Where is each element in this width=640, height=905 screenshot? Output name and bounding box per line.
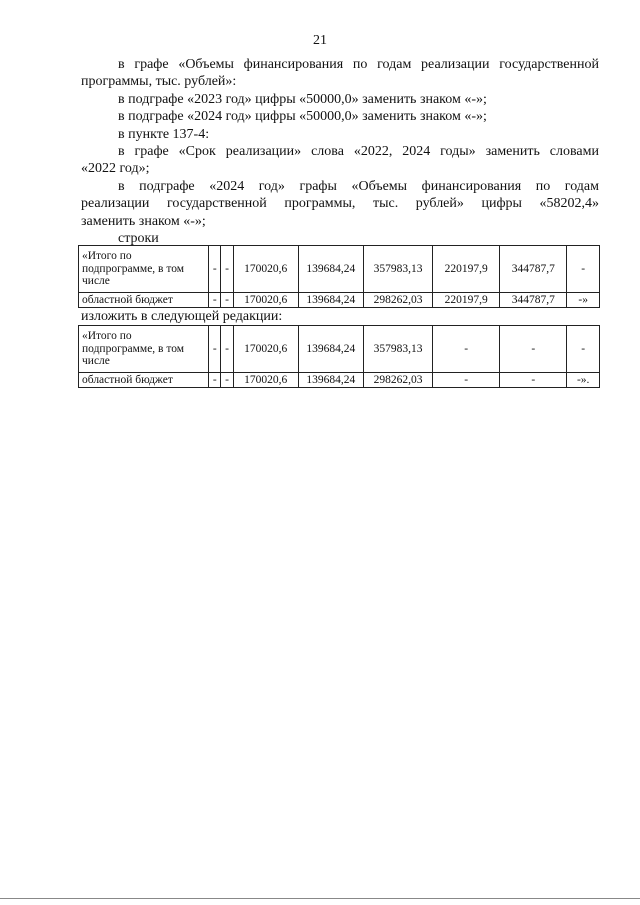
table-row	[79, 373, 600, 388]
cell: 298262,03	[363, 373, 432, 388]
cell: 170020,6	[233, 373, 298, 388]
cell: 170020,6	[233, 293, 298, 308]
cell: 220197,9	[433, 293, 500, 308]
row-name: областной бюджет	[79, 293, 209, 308]
cell: 220197,9	[433, 246, 500, 293]
cell: -	[567, 326, 600, 373]
table-row	[79, 246, 600, 293]
cell: -	[500, 326, 567, 373]
cell: -»	[567, 293, 600, 308]
paragraph: программы, тыс. рублей»:	[81, 74, 237, 90]
paragraph: в подграфе «2024 год» цифры «50000,0» заменить знаком «-»;	[118, 109, 487, 125]
cell: -	[209, 373, 221, 388]
row-name: «Итого по подпрограмме, в том числе	[79, 246, 209, 293]
cell: -	[209, 246, 221, 293]
row-name: областной бюджет	[79, 373, 209, 388]
cell: -	[433, 373, 500, 388]
paragraph: в подграфе «2024 год» графы «Объемы финансирования по годам	[118, 178, 599, 194]
paragraph: в подграфе «2023 год» цифры «50000,0» заменить знаком «-»;	[118, 91, 487, 107]
paragraph: реализации государственной программы, тыс. рублей» цифры «58202,4»	[81, 196, 599, 212]
cell: -	[221, 373, 233, 388]
paragraph: «2022 год»;	[81, 161, 150, 177]
replace-label: изложить в следующей редакции:	[81, 309, 283, 324]
cell: -	[221, 246, 233, 293]
old-rows-table	[78, 245, 600, 308]
page-number: 21	[313, 33, 327, 48]
cell: -	[209, 293, 221, 308]
scan-edge-line	[0, 898, 640, 899]
cell: 139684,24	[298, 293, 363, 308]
cell: -».	[567, 373, 600, 388]
cell: 344787,7	[500, 293, 567, 308]
paragraph: в пункте 137-4:	[118, 126, 210, 142]
cell: -	[500, 373, 567, 388]
cell: 139684,24	[298, 326, 363, 373]
cell: 344787,7	[500, 246, 567, 293]
cell: 170020,6	[233, 326, 298, 373]
cell: 170020,6	[233, 246, 298, 293]
cell: -	[209, 326, 221, 373]
new-rows-table	[78, 325, 600, 388]
rows-label: строки	[118, 231, 159, 246]
paragraph: в графе «Объемы финансирования по годам реализации государственной	[118, 57, 599, 72]
paragraph: заменить знаком «-»;	[81, 213, 206, 229]
cell: 298262,03	[363, 293, 432, 308]
table-row	[79, 326, 600, 373]
cell: 139684,24	[298, 246, 363, 293]
body-text	[81, 56, 599, 230]
paragraph: в графе «Срок реализации» слова «2022, 2024 годы» заменить словами	[118, 144, 599, 160]
cell: -	[221, 293, 233, 308]
row-name: «Итого по подпрограмме, в том числе	[79, 326, 209, 373]
cell: 357983,13	[363, 246, 432, 293]
cell: -	[433, 326, 500, 373]
table-row	[79, 293, 600, 308]
cell: -	[221, 326, 233, 373]
cell: 357983,13	[363, 326, 432, 373]
cell: 139684,24	[298, 373, 363, 388]
cell: -	[567, 246, 600, 293]
